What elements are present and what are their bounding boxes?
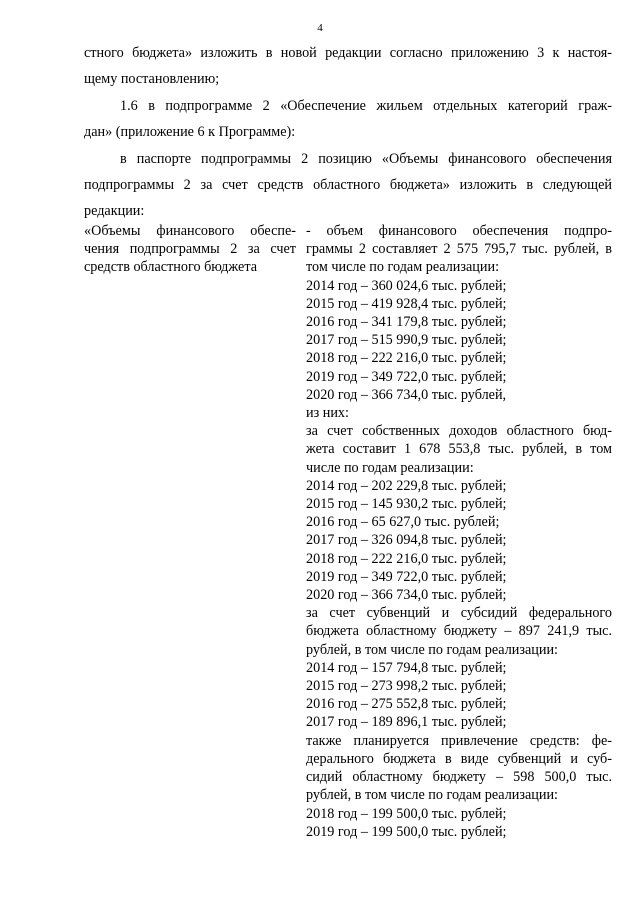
passport-value-line: сидий областному бюджету – 598 500,0 тыс. — [306, 769, 612, 786]
passport-value-line: 2018 год – 222 216,0 тыс. рублей; — [306, 350, 507, 367]
passport-value-line: рублей, в том числе по годам реализации: — [306, 787, 558, 804]
passport-value-line: 2017 год – 515 990,9 тыс. рублей; — [306, 332, 507, 349]
passport-value-line: 2016 год – 275 552,8 тыс. рублей; — [306, 696, 507, 713]
passport-value-line: 2019 год – 349 722,0 тыс. рублей; — [306, 568, 507, 585]
passport-value-line: 2014 год – 360 024,6 тыс. рублей; — [306, 277, 507, 294]
passport-value-line: 2015 год – 273 998,2 тыс. рублей; — [306, 678, 507, 695]
passport-value-line: 2018 год – 222 216,0 тыс. рублей; — [306, 550, 507, 567]
passport-value-line: за счет субвенций и субсидий федерального — [306, 605, 612, 622]
passport-value-line: 2020 год – 366 734,0 тыс. рублей; — [306, 587, 507, 604]
passport-value-line: жета составит 1 678 553,8 тыс. рублей, в том — [306, 441, 612, 458]
passport-value-line: 2016 год – 341 179,8 тыс. рублей; — [306, 314, 507, 331]
passport-value-line: из них: — [306, 405, 349, 422]
passport-value-line: 2019 год – 349 722,0 тыс. рублей; — [306, 368, 507, 385]
passport-value-line: рублей, в том числе по годам реализации: — [306, 641, 558, 658]
passport-value-line: 2015 год – 145 930,2 тыс. рублей; — [306, 496, 507, 513]
paragraph-1-line-2: щему постановлению; — [84, 71, 220, 88]
passport-value-line: 2014 год – 202 229,8 тыс. рублей; — [306, 477, 507, 494]
paragraph-3-line-1: в паспорте подпрограммы 2 позицию «Объемы финансового обеспечения — [120, 150, 612, 167]
paragraph-3-line-2: подпрограммы 2 за счет средств областного бюджета» изложить в следующей — [84, 177, 612, 194]
passport-value-line: 2020 год – 366 734,0 тыс. рублей, — [306, 386, 507, 403]
body-text — [84, 40, 612, 225]
page-number: 4 — [317, 22, 323, 34]
passport-value-line: дерального бюджета в виде субвенций и суб- — [306, 750, 612, 767]
passport-value-line: 2016 год – 65 627,0 тыс. рублей; — [306, 514, 500, 531]
passport-value-line: 2017 год – 326 094,8 тыс. рублей; — [306, 532, 507, 549]
paragraph-2-line-2: дан» (приложение 6 к Программе): — [84, 124, 296, 141]
passport-value-line: граммы 2 составляет 2 575 795,7 тыс. рублей, в — [306, 241, 612, 258]
passport-position-value — [306, 222, 612, 841]
passport-value-line: за счет собственных доходов областного бюд- — [306, 423, 612, 440]
passport-value-line: числе по годам реализации: — [306, 459, 474, 476]
passport-value-line: 2014 год – 157 794,8 тыс. рублей; — [306, 659, 507, 676]
passport-value-line: 2019 год – 199 500,0 тыс. рублей; — [306, 823, 507, 840]
passport-value-line: 2018 год – 199 500,0 тыс. рублей; — [306, 805, 507, 822]
passport-value-line: том числе по годам реализации: — [306, 259, 500, 276]
passport-value-line: также планируется привлечение средств: фе- — [306, 732, 612, 749]
passport-value-line: бюджета областному бюджету – 897 241,9 тыс. — [306, 623, 612, 640]
passport-position-label — [84, 222, 296, 277]
passport-value-line: - объем финансового обеспечения подпро- — [306, 223, 612, 239]
paragraph-1-line-1: стного бюджета» изложить в новой редакции согласно приложению 3 к настоя- — [84, 45, 612, 61]
passport-label-line: чения подпрограммы 2 за счет — [84, 241, 296, 258]
passport-value-line: 2017 год – 189 896,1 тыс. рублей; — [306, 714, 507, 731]
passport-label-line: «Объемы финансового обеспе- — [84, 223, 296, 239]
passport-value-line: 2015 год – 419 928,4 тыс. рублей; — [306, 295, 507, 312]
passport-label-line: средств областного бюджета — [84, 259, 257, 276]
paragraph-3-line-3: редакции: — [84, 203, 145, 220]
paragraph-2-line-1: 1.6 в подпрограмме 2 «Обеспечение жильем отдельных категорий граж- — [120, 97, 612, 114]
